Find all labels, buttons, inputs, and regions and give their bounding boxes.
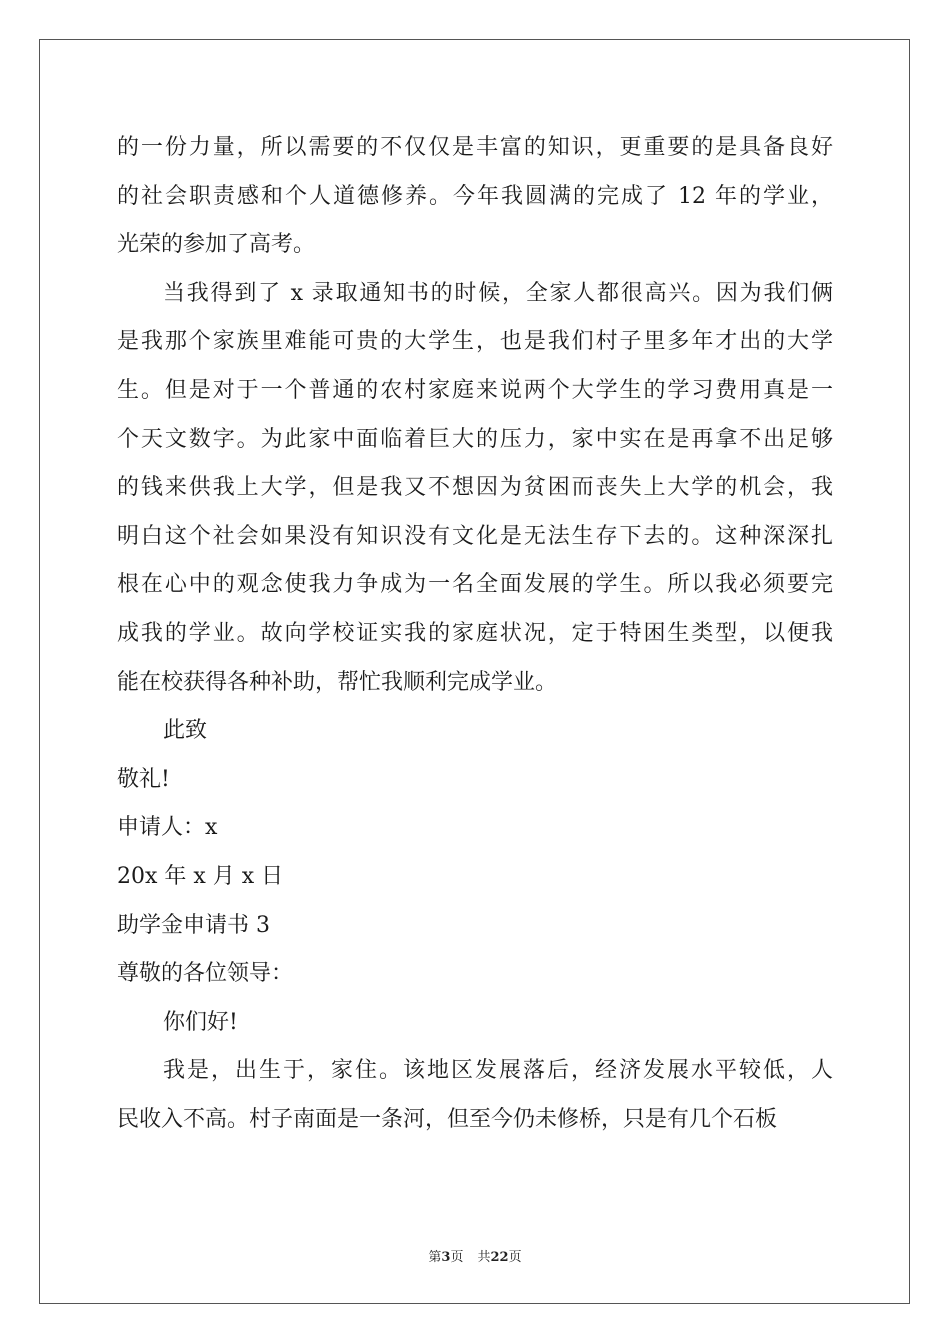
text-line: 当我得到了 x 录取通知书的时候，全家人都很高兴。因为我们俩 (163, 280, 833, 306)
text-line: 20x 年 x 月 x 日 (117, 863, 284, 889)
text-line: 我是，出生于，家住。该地区发展落后，经济发展水平较低，人 (163, 1058, 833, 1084)
document-body (117, 124, 833, 1144)
paragraph (117, 270, 833, 707)
footer-page-unit: 页 (450, 1250, 464, 1265)
paragraph (117, 902, 833, 951)
text-line: 生。但是对于一个普通的农村家庭来说两个大学生的学习费用真是一 (117, 377, 833, 403)
text-line: 民收入不高。村子南面是一条河，但至今仍未修桥，只是有几个石板 (117, 1106, 778, 1132)
text-line: 明白这个社会如果没有知识没有文化是无法生存下去的。这种深深扎 (117, 523, 833, 549)
footer-total-pages: 22 (490, 1250, 509, 1265)
text-line: 敬礼! (117, 766, 170, 792)
footer-total-unit: 页 (508, 1250, 522, 1265)
text-line: 光荣的参加了高考。 (117, 232, 316, 258)
paragraph (117, 999, 833, 1048)
text-line: 的一份力量，所以需要的不仅仅是丰富的知识，更重要的是具备良好 (117, 135, 833, 160)
text-line: 申请人：x (117, 815, 218, 841)
paragraph (117, 804, 833, 853)
text-line: 助学金申请书 3 (117, 912, 270, 938)
text-line: 成我的学业。故向学校证实我的家庭状况，定于特困生类型，以便我 (117, 620, 833, 646)
page-footer (0, 1246, 950, 1265)
paragraph (117, 756, 833, 805)
text-line: 的社会职责感和个人道德修养。今年我圆满的完成了 12 年的学业， (117, 183, 833, 209)
paragraph (117, 853, 833, 902)
text-line: 根在心中的观念使我力争成为一名全面发展的学生。所以我必须要完 (117, 572, 833, 598)
paragraph (117, 707, 833, 756)
text-line: 个天文数字。为此家中面临着巨大的压力，家中实在是再拿不出足够 (117, 426, 833, 452)
text-line: 是我那个家族里难能可贵的大学生，也是我们村子里多年才出的大学 (117, 329, 833, 355)
paragraph (117, 950, 833, 999)
text-line: 你们好! (163, 1009, 238, 1035)
text-line: 尊敬的各位领导： (117, 961, 294, 987)
text-line: 的钱来供我上大学，但是我又不想因为贫困而丧失上大学的机会，我 (117, 475, 833, 501)
text-line: 此致 (163, 718, 208, 744)
footer-total-prefix: 共 (477, 1250, 491, 1265)
footer-page-number: 3 (441, 1250, 451, 1265)
footer-prefix: 第 (428, 1250, 442, 1265)
paragraph (117, 124, 833, 270)
text-line: 能在校获得各种补助，帮忙我顺利完成学业。 (117, 669, 558, 695)
paragraph (117, 1047, 833, 1144)
